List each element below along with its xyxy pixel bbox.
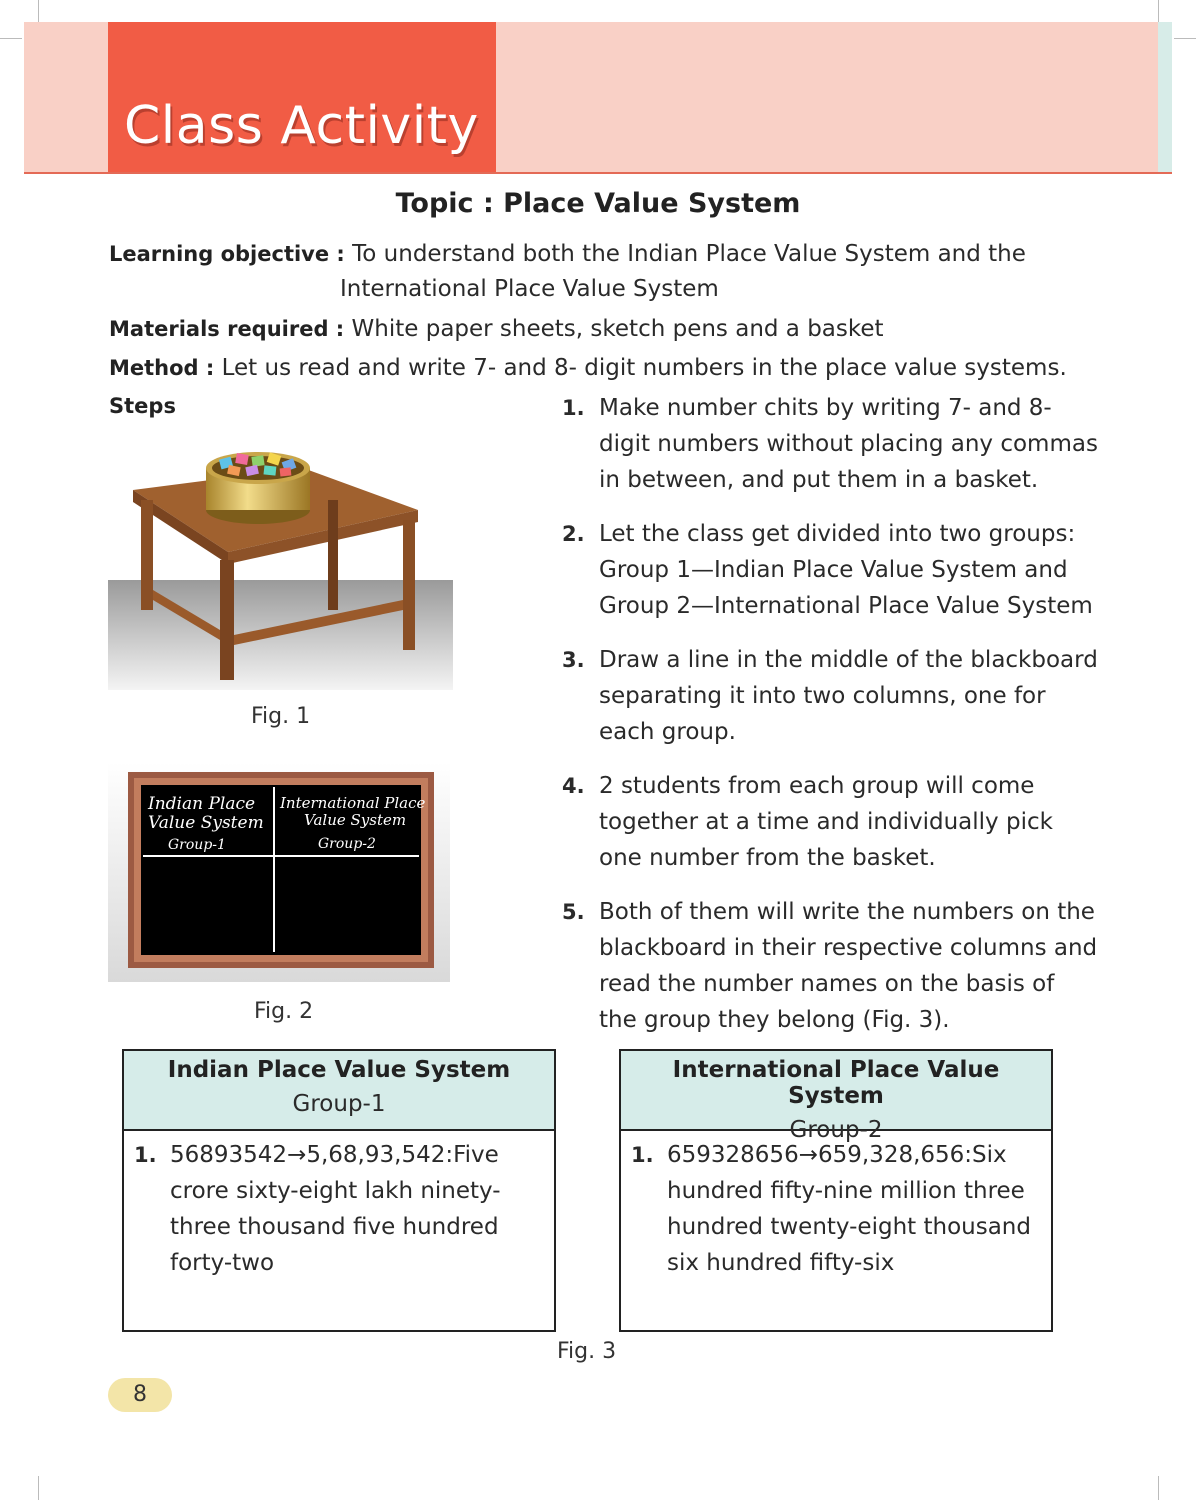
header-accent	[1158, 22, 1172, 172]
step-number: 3.	[562, 648, 585, 672]
method-line	[109, 350, 1067, 386]
step-text: Draw a line in the middle of the blackboard separating it into two columns, one for each group.	[599, 647, 1098, 745]
materials-line	[109, 311, 884, 347]
step-number: 1.	[562, 396, 585, 420]
table-group: Group-1	[292, 1091, 386, 1117]
row-text: 659328656→659,328,656:Six hundred fifty-nine million three hundred twenty-eight thousand six hundred fifty-six	[667, 1142, 1031, 1276]
row-text: 56893542→5,68,93,542:Five crore sixty-eight lakh ninety-three thousand five hundred forty-two	[170, 1142, 501, 1276]
blackboard-illustration	[108, 762, 450, 982]
materials-text: White paper sheets, sketch pens and a basket	[351, 316, 884, 342]
board-right-head1: International Place	[280, 794, 426, 812]
table-header	[124, 1051, 554, 1131]
step-number: 2.	[562, 522, 585, 546]
board-right-head2: Value System	[304, 811, 407, 829]
board-left-group: Group-1	[168, 837, 226, 853]
international-system-table	[619, 1049, 1053, 1332]
fig2-caption: Fig. 2	[254, 999, 314, 1024]
board-right-group: Group-2	[318, 836, 376, 852]
step-text: Make number chits by writing 7- and 8-digit numbers without placing any commas in between, and put them in a basket.	[599, 395, 1098, 493]
table-title: Indian Place Value System	[167, 1057, 511, 1083]
fig3-caption: Fig. 3	[557, 1339, 617, 1364]
method-label: Method :	[109, 356, 215, 380]
crop-mark	[1158, 0, 1159, 22]
step-text: 2 students from each group will come together at a time and individually pick one number from the basket.	[599, 773, 1053, 871]
header-rule	[24, 172, 1172, 174]
step-number: 5.	[562, 900, 585, 924]
table-title: International Place Value System	[672, 1057, 1000, 1109]
board-left-head1: Indian Place	[148, 794, 256, 814]
steps-label: Steps	[109, 394, 176, 418]
table-basket-illustration	[108, 440, 453, 690]
page-title: Class Activity	[124, 96, 479, 156]
objective-text: To understand both the Indian Place Value System and the	[352, 241, 1026, 267]
table-row	[124, 1131, 554, 1287]
row-number: 1.	[631, 1143, 654, 1167]
crop-mark	[1174, 38, 1196, 39]
objective-label: Learning objective :	[109, 242, 345, 266]
indian-system-table	[122, 1049, 556, 1332]
page-number: 8	[108, 1378, 172, 1412]
step-number: 4.	[562, 774, 585, 798]
fig1-caption: Fig. 1	[251, 704, 311, 729]
topic-heading: Topic : Place Value System	[395, 188, 801, 219]
crop-mark	[38, 0, 39, 22]
method-text: Let us read and write 7- and 8- digit numbers in the place value systems.	[221, 355, 1067, 381]
crop-mark	[38, 1476, 39, 1500]
objective-line	[109, 236, 1026, 272]
step-text: Both of them will write the numbers on the blackboard in their respective columns and read the number names on the basis of the group they belong (Fig. 3).	[599, 899, 1098, 1033]
crop-mark	[0, 38, 22, 39]
table-header	[621, 1051, 1051, 1143]
crop-mark	[1158, 1476, 1159, 1500]
row-number: 1.	[134, 1143, 157, 1167]
table-group: Group-2	[789, 1117, 883, 1143]
materials-label: Materials required :	[109, 317, 345, 341]
table-row	[621, 1131, 1051, 1287]
objective-line-2: International Place Value System	[340, 276, 719, 302]
board-left-head2: Value System	[148, 813, 264, 833]
step-text: Let the class get divided into two groups: Group 1—Indian Place Value System and Group 2—International Place Value System	[599, 521, 1093, 619]
